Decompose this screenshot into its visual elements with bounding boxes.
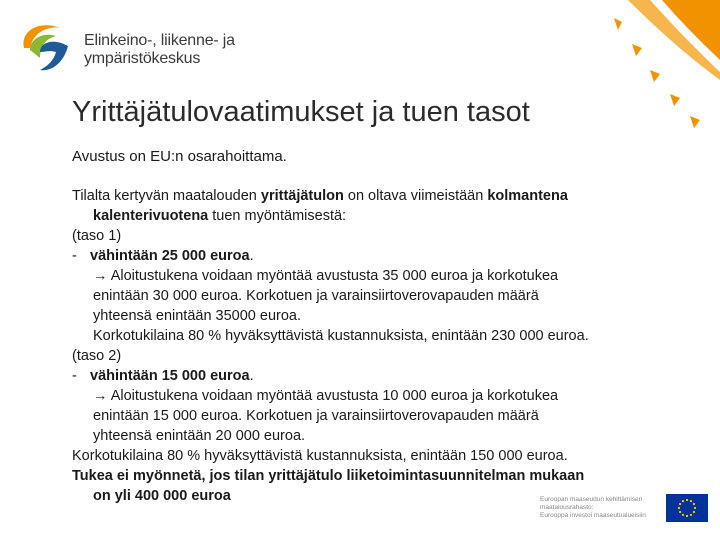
level-1-label: (taso 1) (72, 228, 122, 244)
ely-logo-icon (18, 18, 76, 76)
eu-star (678, 507, 680, 509)
final-note: Tukea ei myönnetä, jos tilan yrittäjätulo liiketoimintasuunnitelman mukaan (72, 468, 585, 484)
eu-star (686, 515, 688, 517)
intro-paragraph: Tilalta kertyvän maatalouden yrittäjätulon on oltava viimeistään kolmantena (72, 188, 568, 204)
eu-star (693, 511, 695, 513)
logo-line-2: ympäristökeskus (84, 50, 201, 67)
eu-star (682, 514, 684, 516)
eu-star (693, 503, 695, 505)
level-2-label: (taso 2) (72, 348, 122, 364)
eu-funding-badge (540, 494, 710, 524)
eu-star (679, 503, 681, 505)
level-1-line-2: enintään 30 000 euroa. Korkotuen ja varainsiirtoverovapauden määrä (93, 288, 539, 304)
eu-star (690, 500, 692, 502)
eu-flag-icon (666, 494, 708, 522)
decorative-stripes (550, 0, 720, 140)
level-1-line-3: yhteensä enintään 35000 euroa. (93, 308, 302, 324)
eu-funding-text: Euroopan maaseudun kehittämisen maatalousrahasto: Eurooppa investoi maaseutualueisiin (540, 496, 646, 519)
slide-title: Yrittäjätulovaatimukset ja tuen tasot (72, 96, 530, 128)
final-note-continuation: on yli 400 000 euroa (93, 488, 231, 504)
eu-star (682, 500, 684, 502)
level-2-line-1: → Aloitustukena voidaan myöntää avustusta 10 000 euroa ja korkotukea (93, 388, 559, 404)
slide-subtitle: Avustus on EU:n osarahoittama. (72, 148, 287, 165)
logo-text (84, 32, 235, 68)
level-1-requirement: - vähintään 25 000 euroa. (72, 248, 254, 264)
eu-star (686, 499, 688, 501)
intro-continuation: kalenterivuotena tuen myöntämisestä: (93, 208, 347, 224)
level-1-loan-line: Korkotukilaina 80 % hyväksyttävistä kustannuksista, enintään 230 000 euroa. (93, 328, 589, 344)
eu-star (679, 511, 681, 513)
eu-star (690, 514, 692, 516)
slide-body (72, 186, 672, 506)
eu-star (694, 507, 696, 509)
level-1-line-1: → Aloitustukena voidaan myöntää avustusta 35 000 euroa ja korkotukea (93, 268, 559, 284)
level-2-line-3: yhteensä enintään 20 000 euroa. (93, 428, 306, 444)
level-2-loan-line: Korkotukilaina 80 % hyväksyttävistä kustannuksista, enintään 150 000 euroa. (72, 448, 568, 464)
logo-line-1: Elinkeino-, liikenne- ja (84, 32, 235, 49)
level-2-requirement: - vähintään 15 000 euroa. (72, 368, 254, 384)
level-2-line-2: enintään 15 000 euroa. Korkotuen ja varainsiirtoverovapauden määrä (93, 408, 539, 424)
